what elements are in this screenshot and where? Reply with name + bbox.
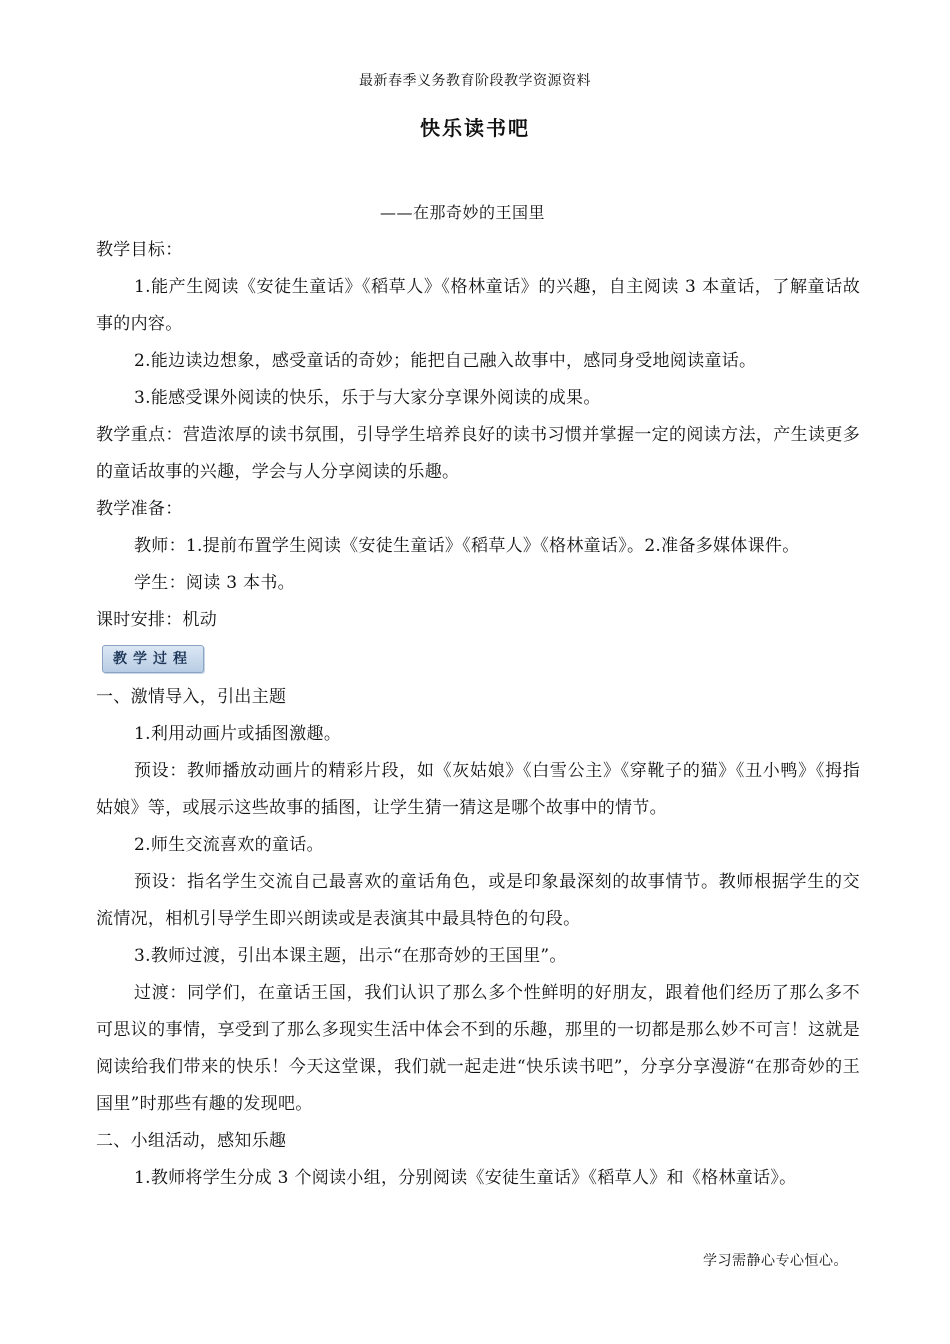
- page-footer: 学习需静心专心恒心。: [703, 1253, 848, 1269]
- paragraph: 1.教师将学生分成 3 个阅读小组，分别阅读《安徒生童话》《稻草人》和《格林童话》。: [134, 1168, 797, 1188]
- process-badge-row: [96, 639, 860, 679]
- objective-item: 3.能感受课外阅读的快乐，乐于与大家分享课外阅读的成果。: [134, 388, 601, 408]
- paragraph: 1.利用动画片或插图激趣。: [134, 724, 342, 744]
- paragraph: 3.教师过渡，引出本课主题，出示“在那奇妙的王国里”。: [134, 946, 567, 966]
- paragraph: 预设：教师播放动画片的精彩片段，如《灰姑娘》《白雪公主》《穿靴子的猫》《丑小鸭》《拇指姑娘》等，或展示这些故事的插图，让学生猜一猜这是哪个故事中的情节。: [96, 761, 860, 818]
- page-header: 最新春季义务教育阶段教学资源资料: [359, 73, 591, 89]
- objective-item: 1.能产生阅读《安徒生童话》《稻草人》《格林童话》的兴趣，自主阅读 3 本童话，了解童话故事的内容。: [96, 277, 860, 334]
- section1-heading: 一、激情导入，引出主题: [96, 687, 287, 707]
- paragraph: 过渡：同学们，在童话王国，我们认识了那么多个性鲜明的好朋友，跟着他们经历了那么多不可思议的事情，享受到了那么多现实生活中体会不到的乐趣，那里的一切都是那么妙不可言！这就是阅读给我们带来的快乐！今天这堂课，我们就一起走进“快乐读书吧”，分享分享漫游“在那奇妙的王国里”时那些有趣的发现吧。: [96, 983, 860, 1114]
- paragraph: 预设：指名学生交流自己最喜欢的童话角色，或是印象最深刻的故事情节。教师根据学生的交流情况，相机引导学生即兴朗读或是表演其中最具特色的句段。: [96, 872, 860, 929]
- paragraph: 2.师生交流喜欢的童话。: [134, 835, 324, 855]
- objective-item: 2.能边读边想象，感受童话的奇妙；能把自己融入故事中，感同身受地阅读童话。: [134, 351, 757, 371]
- page-subtitle: ——在那奇妙的王国里: [380, 203, 546, 222]
- schedule: 课时安排：机动: [96, 610, 218, 630]
- key-points: 教学重点：营造浓厚的读书氛围，引导学生培养良好的读书习惯并掌握一定的阅读方法，产生读更多的童话故事的兴趣，学会与人分享阅读的乐趣。: [96, 425, 860, 482]
- preparation-heading: 教学准备：: [96, 499, 183, 519]
- objectives-heading: 教学目标：: [96, 240, 183, 260]
- preparation-student: 学生：阅读 3 本书。: [134, 573, 295, 593]
- page-title: 快乐读书吧: [420, 116, 530, 140]
- section2-heading: 二、小组活动，感知乐趣: [96, 1131, 287, 1151]
- document-body: [96, 232, 860, 1197]
- preparation-teacher: 教师：1.提前布置学生阅读《安徒生童话》《稻草人》《格林童话》。2.准备多媒体课件。: [134, 536, 800, 556]
- process-badge: 教学过程: [102, 645, 204, 673]
